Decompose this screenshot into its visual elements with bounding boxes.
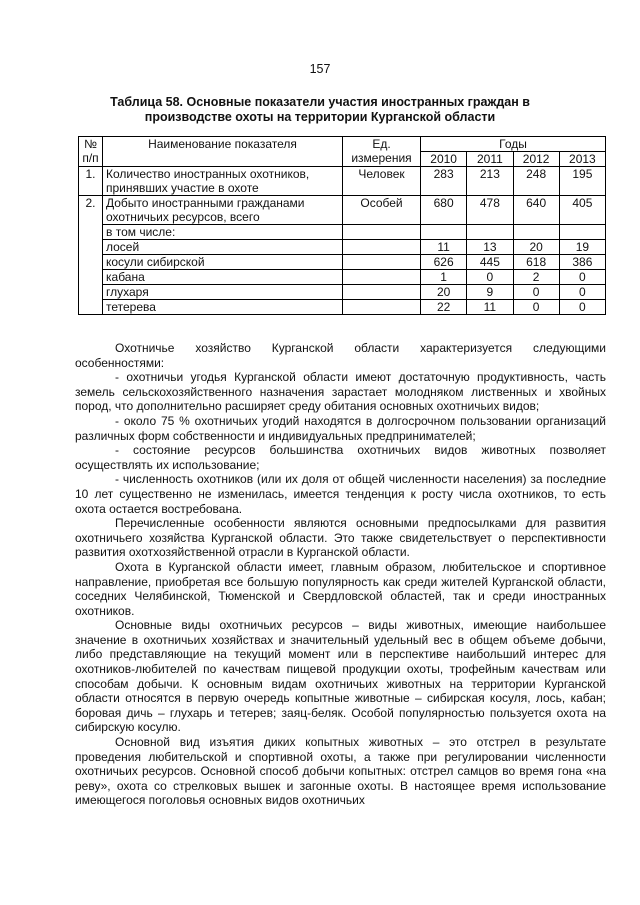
row-unit: Особей bbox=[343, 196, 421, 225]
subrow-value: 19 bbox=[559, 240, 605, 255]
subrow-value: 0 bbox=[513, 285, 559, 300]
table-row bbox=[79, 255, 606, 270]
subrow-name: лосей bbox=[103, 240, 343, 255]
paragraph: Основной вид изъятия диких копытных животных – это отстрел в результате проведения любительской и спортивной охоты, а также при регулировании численности охотничьих ресурсов. Основной способ добычи копытных: отстрел самцов во время гона «на реву», охота со стрелковых вышек и загонные охоты. В настоящее время использование имеющегося поголовья основных видов охотничьих bbox=[75, 735, 606, 808]
row-num: 1. bbox=[79, 167, 103, 196]
subrow-value: 11 bbox=[467, 300, 513, 315]
row-value: 283 bbox=[421, 167, 467, 196]
paragraph-bullet: - около 75 % охотничьих угодий находятся в долгосрочном пользовании организаций различных форм собственности и индивидуальных предпринимателей; bbox=[75, 413, 606, 443]
subrow-name: глухаря bbox=[103, 285, 343, 300]
subrow-value: 0 bbox=[559, 300, 605, 315]
row-name: Добыто иностранными гражданами охотничьих ресурсов, всего bbox=[103, 196, 343, 225]
participation-table bbox=[78, 136, 606, 315]
row-unit: Человек bbox=[343, 167, 421, 196]
table-subheader-row bbox=[79, 225, 606, 240]
paragraph: Основные виды охотничьих ресурсов – виды животных, имеющие наибольшее значение в охотничьих хозяйствах и значительный удельный вес в общем объеме добычи, либо представляющие на текущий момент или в перспективе наибольший интерес для охотников-любителей по качествам пищевой продукции охоты, трофейным качествам или способам добычи. К основным видам охотничьих животных на территории Курганской области относятся в первую очередь копытные животные – сибирская косуля, лось, кабан; боровая дичь – глухарь и тетерев; заяц-беляк. Особой популярностью пользуется охота на сибирскую косулю. bbox=[75, 618, 606, 735]
row-value: 213 bbox=[467, 167, 513, 196]
subrow-value: 2 bbox=[513, 270, 559, 285]
body-text bbox=[75, 341, 606, 808]
subrow-name: кабана bbox=[103, 270, 343, 285]
row-name: Количество иностранных охотников, принявших участие в охоте bbox=[103, 167, 343, 196]
subrow-value: 626 bbox=[421, 255, 467, 270]
subrow-value: 618 bbox=[513, 255, 559, 270]
header-name: Наименование показателя bbox=[103, 137, 343, 167]
subrow-value: 0 bbox=[467, 270, 513, 285]
subrow-value: 9 bbox=[467, 285, 513, 300]
subrow-value: 0 bbox=[559, 270, 605, 285]
subrow-value: 0 bbox=[559, 285, 605, 300]
paragraph-bullet: - охотничьи угодья Курганской области имеют достаточную продуктивность, часть земель сельскохозяйственного назначения зарастает молодняком лиственных и хвойных пород, что дополнительно расширяет среду обитания основных охотничьих видов; bbox=[75, 370, 606, 414]
subrow-name: тетерева bbox=[103, 300, 343, 315]
row-num: 2. bbox=[79, 196, 103, 315]
table-row bbox=[79, 167, 606, 196]
paragraph: Охота в Курганской области имеет, главным образом, любительское и спортивное направление, приобретая все большую популярность как среди жителей Курганской области, соседних Челябинской, Тюменской и Свердловской областей, так и среди иностранных охотников. bbox=[75, 559, 606, 618]
table-title: Таблица 58. Основные показатели участия иностранных граждан в производстве охоты на территории Курганской области bbox=[110, 95, 530, 124]
table-row bbox=[79, 196, 606, 225]
header-year: 2013 bbox=[559, 152, 605, 167]
row-value: 478 bbox=[467, 196, 513, 225]
header-num: № п/п bbox=[79, 137, 103, 167]
header-unit: Ед. измерения bbox=[343, 137, 421, 167]
header-years: Годы bbox=[421, 137, 606, 152]
subrow-value: 386 bbox=[559, 255, 605, 270]
subrow-value: 22 bbox=[421, 300, 467, 315]
subrow-name: косули сибирской bbox=[103, 255, 343, 270]
row-value: 248 bbox=[513, 167, 559, 196]
subrow-value: 0 bbox=[513, 300, 559, 315]
subrow-value: 20 bbox=[421, 285, 467, 300]
subrow-value: 1 bbox=[421, 270, 467, 285]
table-row bbox=[79, 270, 606, 285]
header-year: 2011 bbox=[467, 152, 513, 167]
subrow-value: 20 bbox=[513, 240, 559, 255]
paragraph-bullet: - численность охотников (или их доля от общей численности населения) за последние 10 лет существенно не изменилась, имеется тенденция к росту числа охотников, то есть охота остается востребована. bbox=[75, 472, 606, 516]
subrow-value: 11 bbox=[421, 240, 467, 255]
page-number: 157 bbox=[309, 62, 331, 76]
paragraph-bullet: - состояние ресурсов большинства охотничьих видов животных позволяет осуществлять их использование; bbox=[75, 443, 606, 472]
row-value: 680 bbox=[421, 196, 467, 225]
header-year: 2010 bbox=[421, 152, 467, 167]
row-value: 640 bbox=[513, 196, 559, 225]
subheader-label: в том числе: bbox=[103, 225, 343, 240]
table-row bbox=[79, 240, 606, 255]
paragraph: Охотничье хозяйство Курганской области характеризуется следующими особенностями: bbox=[75, 341, 606, 370]
subrow-value: 13 bbox=[467, 240, 513, 255]
subrow-value: 445 bbox=[467, 255, 513, 270]
row-value: 195 bbox=[559, 167, 605, 196]
header-year: 2012 bbox=[513, 152, 559, 167]
paragraph: Перечисленные особенности являются основными предпосылками для развития охотничьего хозяйства Курганской области. Это также свидетельствует о перспективности развития охотхозяйственной отрасли в Курганской области. bbox=[75, 516, 606, 560]
table-row bbox=[79, 300, 606, 315]
row-value: 405 bbox=[559, 196, 605, 225]
table-row bbox=[79, 285, 606, 300]
